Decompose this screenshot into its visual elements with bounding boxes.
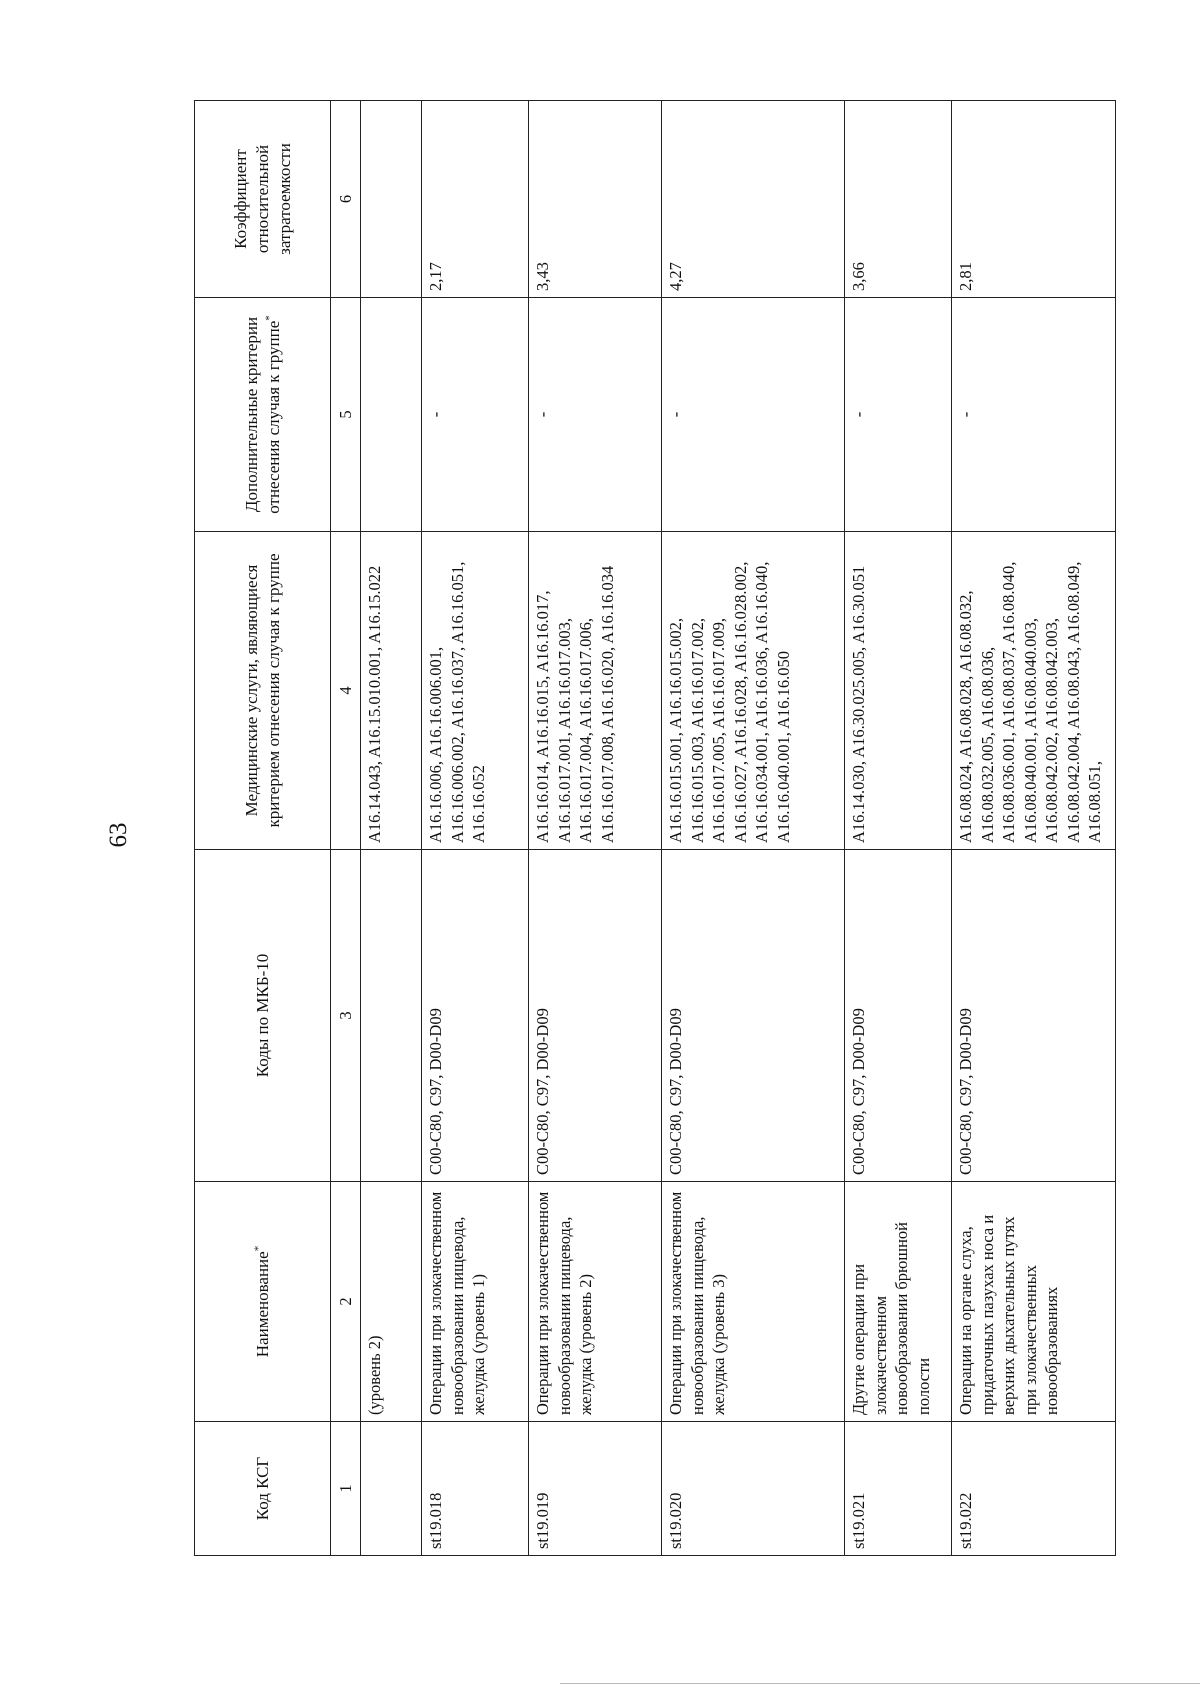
header-services: Медицинские услуги, являющиеся критерием отнесения случая к группе <box>195 532 331 850</box>
header-name: Наименование* <box>195 1182 331 1422</box>
scan-edge-line <box>560 1683 1200 1684</box>
cell-name: Операции при злокачественном новообразовании пищевода, желудка (уровень 1) <box>422 1182 529 1422</box>
cell-code: st19.022 <box>952 1422 1116 1556</box>
cell-icd: C00-C80, C97, D00-D09 <box>845 850 952 1182</box>
cell-criteria: - <box>529 298 662 532</box>
cell-criteria: - <box>845 298 952 532</box>
cell-code: st19.018 <box>422 1422 529 1556</box>
continuation-row <box>361 101 422 1556</box>
table-row <box>662 101 845 1556</box>
column-number: 3 <box>331 850 361 1182</box>
header-icd: Коды по МКБ-10 <box>195 850 331 1182</box>
column-number: 2 <box>331 1182 361 1422</box>
cell-coefficient <box>361 101 422 298</box>
cell-icd: C00-C80, C97, D00-D09 <box>662 850 845 1182</box>
column-number: 6 <box>331 101 361 298</box>
column-number-row <box>331 101 361 1556</box>
cell-code: st19.020 <box>662 1422 845 1556</box>
cell-icd: C00-C80, C97, D00-D09 <box>952 850 1116 1182</box>
cell-services: A16.16.015.001, A16.16.015.002, A16.16.015.003, A16.16.017.002, A16.16.017.005, A16.16.017.009, A16.16.027, A16.16.028, A16.16.028.002, A16.16.034.001, A16.16.036, A16.16.040, A16.16.040.001, A16.16.050 <box>662 532 845 850</box>
page-number: 63 <box>105 822 132 848</box>
cell-coefficient: 2,17 <box>422 101 529 298</box>
cell-services: A16.14.030, A16.30.025.005, A16.30.051 <box>845 532 952 850</box>
cell-services: A16.16.006, A16.16.006.001, A16.16.006.002, A16.16.037, A16.16.051, A16.16.052 <box>422 532 529 850</box>
cell-name: Операции при злокачественном новообразовании пищевода, желудка (уровень 3) <box>662 1182 845 1422</box>
cell-services: A16.08.024, A16.08.028, A16.08.032, A16.08.032.005, A16.08.036, A16.08.036.001, A16.08.037, A16.08.040, A16.08.040.001, A16.08.040.003, A16.08.042.002, A16.08.042.003, A16.08.042.004, A16.08.043, A16.08.049, A16.08.051, <box>952 532 1116 850</box>
table-row <box>845 101 952 1556</box>
footnote-mark: * <box>252 1245 265 1252</box>
column-number: 4 <box>331 532 361 850</box>
header-row <box>195 101 331 1556</box>
rotated-table-container <box>194 101 1104 1556</box>
cell-code: st19.021 <box>845 1422 952 1556</box>
table-row <box>422 101 529 1556</box>
cell-criteria: - <box>952 298 1116 532</box>
footnote-mark: * <box>263 315 276 321</box>
cell-name: Операции при злокачественном новообразовании пищевода, желудка (уровень 2) <box>529 1182 662 1422</box>
header-coefficient: Коэффициент относительной затратоемкости <box>195 101 331 298</box>
cell-criteria <box>361 298 422 532</box>
cell-icd <box>361 850 422 1182</box>
cell-coefficient: 3,43 <box>529 101 662 298</box>
header-code: Код КСГ <box>195 1422 331 1556</box>
column-number: 1 <box>331 1422 361 1556</box>
cell-icd: C00-C80, C97, D00-D09 <box>529 850 662 1182</box>
cell-criteria: - <box>662 298 845 532</box>
table-row <box>952 101 1116 1556</box>
cell-icd: C00-C80, C97, D00-D09 <box>422 850 529 1182</box>
cell-coefficient: 4,27 <box>662 101 845 298</box>
cell-services: A16.14.043, A16.15.010.001, A16.15.022 <box>361 532 422 850</box>
cell-name: (уровень 2) <box>361 1182 422 1422</box>
cell-code: st19.019 <box>529 1422 662 1556</box>
header-criteria: Дополнительные критерии отнесения случая к группе* <box>195 298 331 532</box>
cell-name: Операции на органе слуха, придаточных пазухах носа и верхних дыхательных путях при злокачественных новообразованиях <box>952 1182 1116 1422</box>
cell-services: A16.16.014, A16.16.015, A16.16.017, A16.16.017.001, A16.16.017.003, A16.16.017.004, A16.16.017.006, A16.16.017.008, A16.16.020, A16.16.034 <box>529 532 662 850</box>
cell-code <box>361 1422 422 1556</box>
cell-criteria: - <box>422 298 529 532</box>
cell-coefficient: 3,66 <box>845 101 952 298</box>
table-row <box>529 101 662 1556</box>
cell-name: Другие операции при злокачественном новообразовании брюшной полости <box>845 1182 952 1422</box>
cell-coefficient: 2,81 <box>952 101 1116 298</box>
ksg-table <box>194 100 1116 1556</box>
column-number: 5 <box>331 298 361 532</box>
